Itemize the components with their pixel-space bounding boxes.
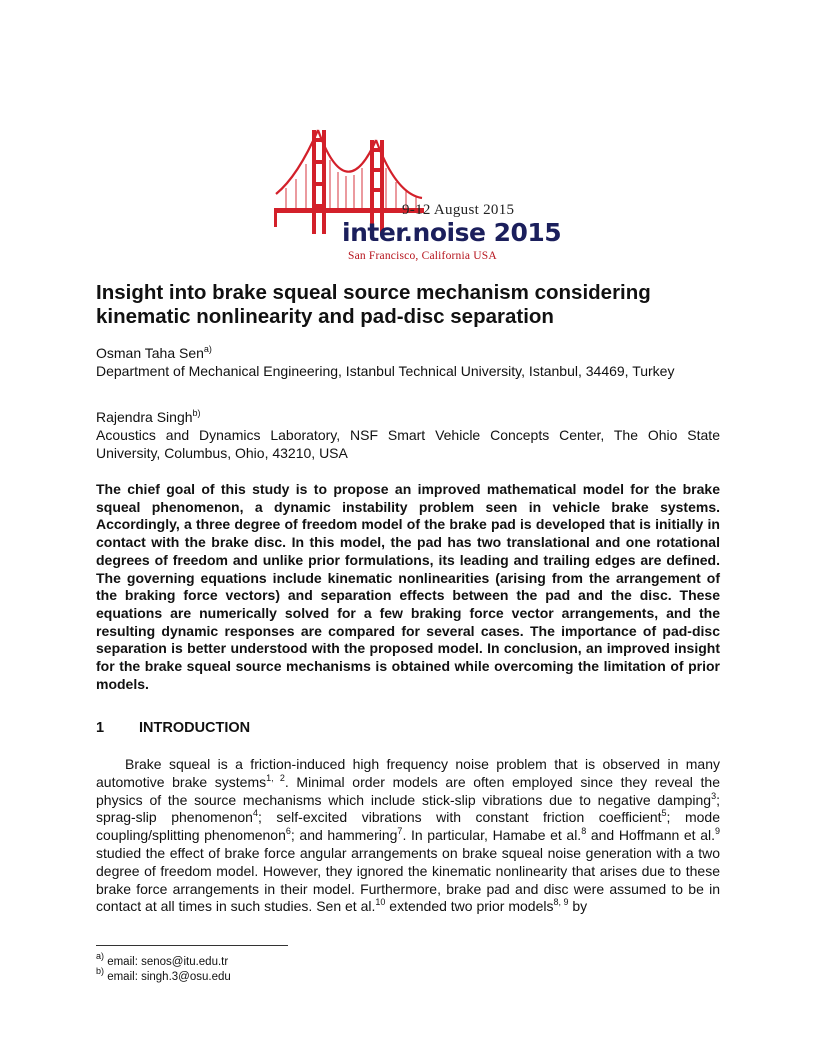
conference-logo [272,124,562,266]
citation-ref: 10 [375,897,386,908]
citation-ref: 4 [252,808,258,819]
author-affiliation: Acoustics and Dynamics Laboratory, NSF Smart Vehicle Concepts Center, The Ohio State University, Columbus, Ohio, 43210, USA [96,427,720,461]
paragraph-text: extended two prior models [385,898,554,915]
introduction-paragraph [96,756,720,916]
paragraph-text: ; mode coupling/splitting phenomenon [96,809,720,844]
paragraph-text: . In particular, Hamabe et al. [402,827,582,844]
conference-date: 9-12 August 2015 [402,202,515,218]
paragraph-text: by [568,898,588,915]
paper-title: Insight into brake squeal source mechanism considering kinematic nonlinearity and pad-disc separation [96,281,651,328]
paragraph-text: . Minimal order models are often employed since they reveal the physics of the source mechanisms which include stick-slip vibrations due to negative damping [96,773,721,808]
footnote: $^{a)}$ email: senos@itu.edu.tr [96,951,229,968]
paragraph-text: studied the effect of brake force angular arrangements on brake squeal noise generation with a two degree of freedom model. However, they ignored the kinematic nonlinearity that arises due to these brake force arrangements in their model. Furthermore, brake pad and disc were assumed to be in contact at all times in such studies. Sen et al. [96,844,720,915]
paragraph-text: ; sprag-slip phenomenon [96,791,720,826]
conference-name: inter.noise 2015 [342,218,562,247]
section-title: INTRODUCTION [139,720,251,736]
author-name: Rajendra Singh$^{b)}$ [96,408,201,425]
paragraph-text: and Hoffmann et al. [586,827,715,844]
citation-ref: 6 [285,826,291,837]
conference-location: San Francisco, California USA [348,250,497,262]
citation-ref: 7 [397,826,403,837]
citation-ref: 8 [581,826,587,837]
paragraph-text: ; self-excited vibrations with constant friction coefficient [257,809,662,826]
footnote-divider [96,945,288,946]
section-heading [96,720,250,736]
author-affiliation: Department of Mechanical Engineering, Istanbul Technical University, Istanbul, 34469, Turkey [96,363,675,379]
citation-ref: 5 [661,808,667,819]
footnote: $^{b)}$ email: singh.3@osu.edu [96,966,231,983]
author-name: Osman Taha Sen$^{a)}$ [96,344,212,361]
citation-ref: 1, 2 [266,772,285,783]
paragraph-text: ; and hammering [290,827,398,844]
abstract: The chief goal of this study is to propose an improved mathematical model for the brake squeal phenomenon, a dynamic instability problem seen in vehicle brake systems. Accordingly, a three degree of freedom model of the brake pad is developed that is initially in contact with the brake disc. In this model, the pad has two translational and one rotational degrees of freedom and unlike prior formulations, its leading and trailing edges are defined. The governing equations include kinematic nonlinearities (arising from the arrangement of the braking force vectors) and separation effects between the pad and the disc. These equations are numerically solved for a few braking force vector arrangements, and the resulting dynamic responses are compared for several cases. The importance of pad-disc separation is better understood with the proposed model. In conclusion, an improved insight for the brake squeal source mechanisms is obtained while overcoming the limitation of prior models. [96,481,720,692]
section-number: 1 [96,720,105,736]
paragraph-text: Brake squeal is a friction-induced high frequency noise problem that is observed in many automotive brake systems [96,756,720,790]
citation-ref: 3 [711,790,717,801]
citation-ref: 9 [714,826,720,837]
citation-ref: 8, 9 [553,897,569,908]
